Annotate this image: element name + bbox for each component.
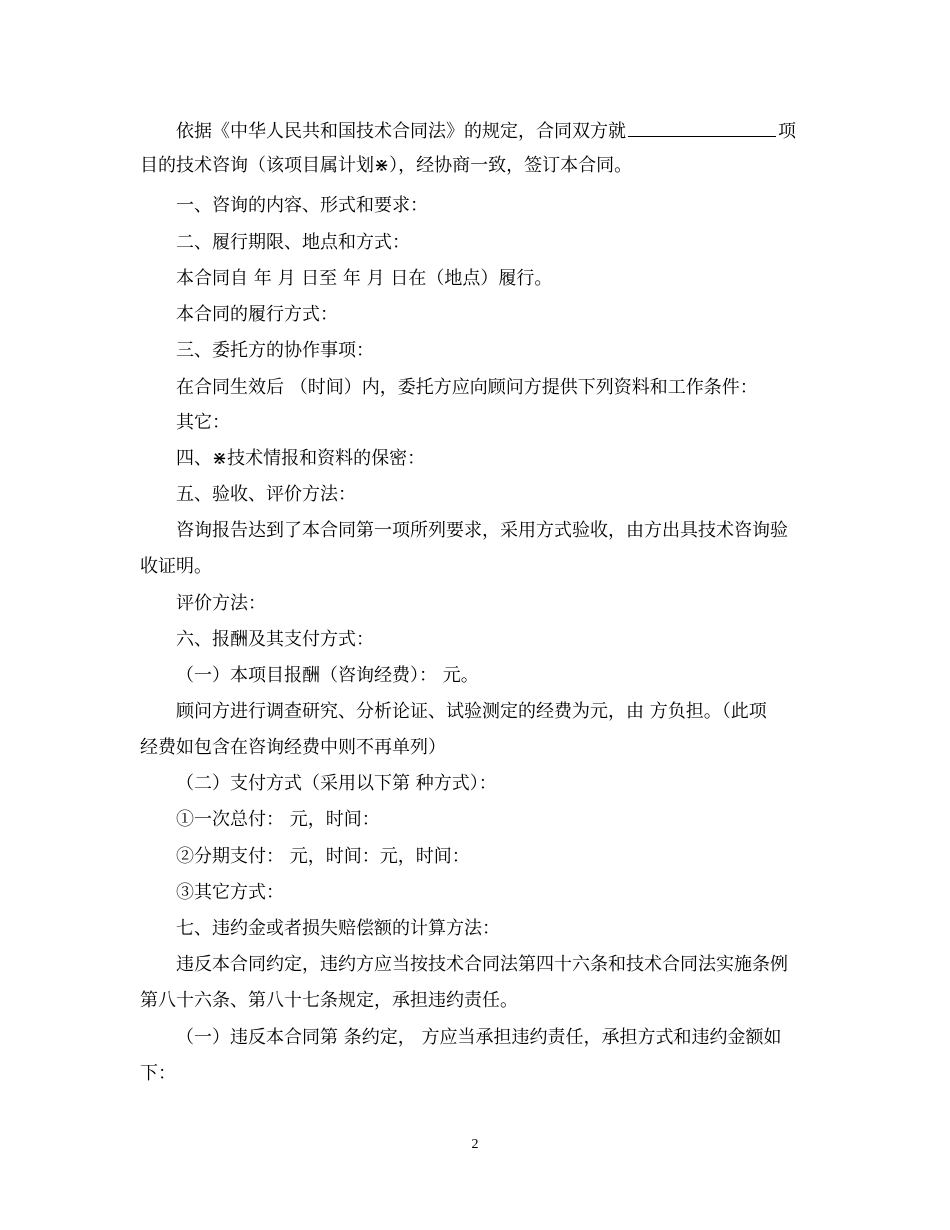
section-heading: 二、履行期限、地点和方式： (176, 232, 410, 253)
paragraph-line: 本合同自 年 月 日至 年 月 日在（地点）履行。 (176, 268, 553, 289)
paragraph-line: 经费如包含在咨询经费中则不再单列） (140, 737, 446, 758)
paragraph-line: 收证明。 (140, 556, 212, 577)
paragraph-line: 评价方法： (176, 593, 266, 614)
page-number: 2 (471, 1137, 479, 1152)
section-heading: 四、⋇技术情报和资料的保密： (176, 448, 426, 469)
paragraph-line: 下： (140, 1063, 176, 1084)
section-heading: 七、违约金或者损失赔偿额的计算方法： (176, 918, 500, 939)
section-heading: 六、报酬及其支付方式： (176, 629, 374, 650)
paragraph-line: （二）支付方式（采用以下第 种方式）： (176, 773, 497, 794)
paragraph-line: 其它： (176, 412, 230, 433)
paragraph-line: （一）违反本合同第 条约定， 方应当承担违约责任，承担方式和违约金额如 (176, 1027, 782, 1048)
fill-in-blank (628, 118, 776, 137)
section-heading: 三、委托方的协作事项： (176, 340, 374, 361)
line-text: 依据《中华人民共和国技术合同法》的规定，合同双方就 (176, 121, 626, 142)
paragraph-line: （一）本项目报酬（咨询经费）： 元。 (176, 665, 479, 686)
paragraph-line: 本合同的履行方式： (176, 304, 338, 325)
paragraph-line: ②分期支付： 元，时间：元，时间： (176, 846, 470, 867)
paragraph-line: ①一次总付： 元，时间： (176, 809, 380, 830)
paragraph-line: 在合同生效后 （时间）内，委托方应向顾问方提供下列资料和工作条件： (176, 377, 758, 398)
paragraph-line: 顾问方进行调查研究、分析论证、试验测定的经费为元，由 方负担。（此项 (176, 701, 767, 722)
paragraph-line (176, 118, 856, 144)
paragraph-line: 目的技术咨询（该项目属计划⋇），经协商一致，签订本合同。 (140, 155, 633, 176)
section-heading: 一、咨询的内容、形式和要求： (176, 195, 428, 216)
paragraph-line: 第八十六条、第八十七条规定，承担违约责任。 (140, 990, 518, 1011)
line-text: 项 (778, 121, 796, 142)
paragraph-line: ③其它方式： (176, 882, 284, 903)
paragraph-line: 咨询报告达到了本合同第一项所列要求，采用方式验收，由方出具技术咨询验 (176, 520, 788, 541)
section-heading: 五、验收、评价方法： (176, 484, 356, 505)
paragraph-line: 违反本合同约定，违约方应当按技术合同法第四十六条和技术合同法实施条例 (176, 954, 788, 975)
